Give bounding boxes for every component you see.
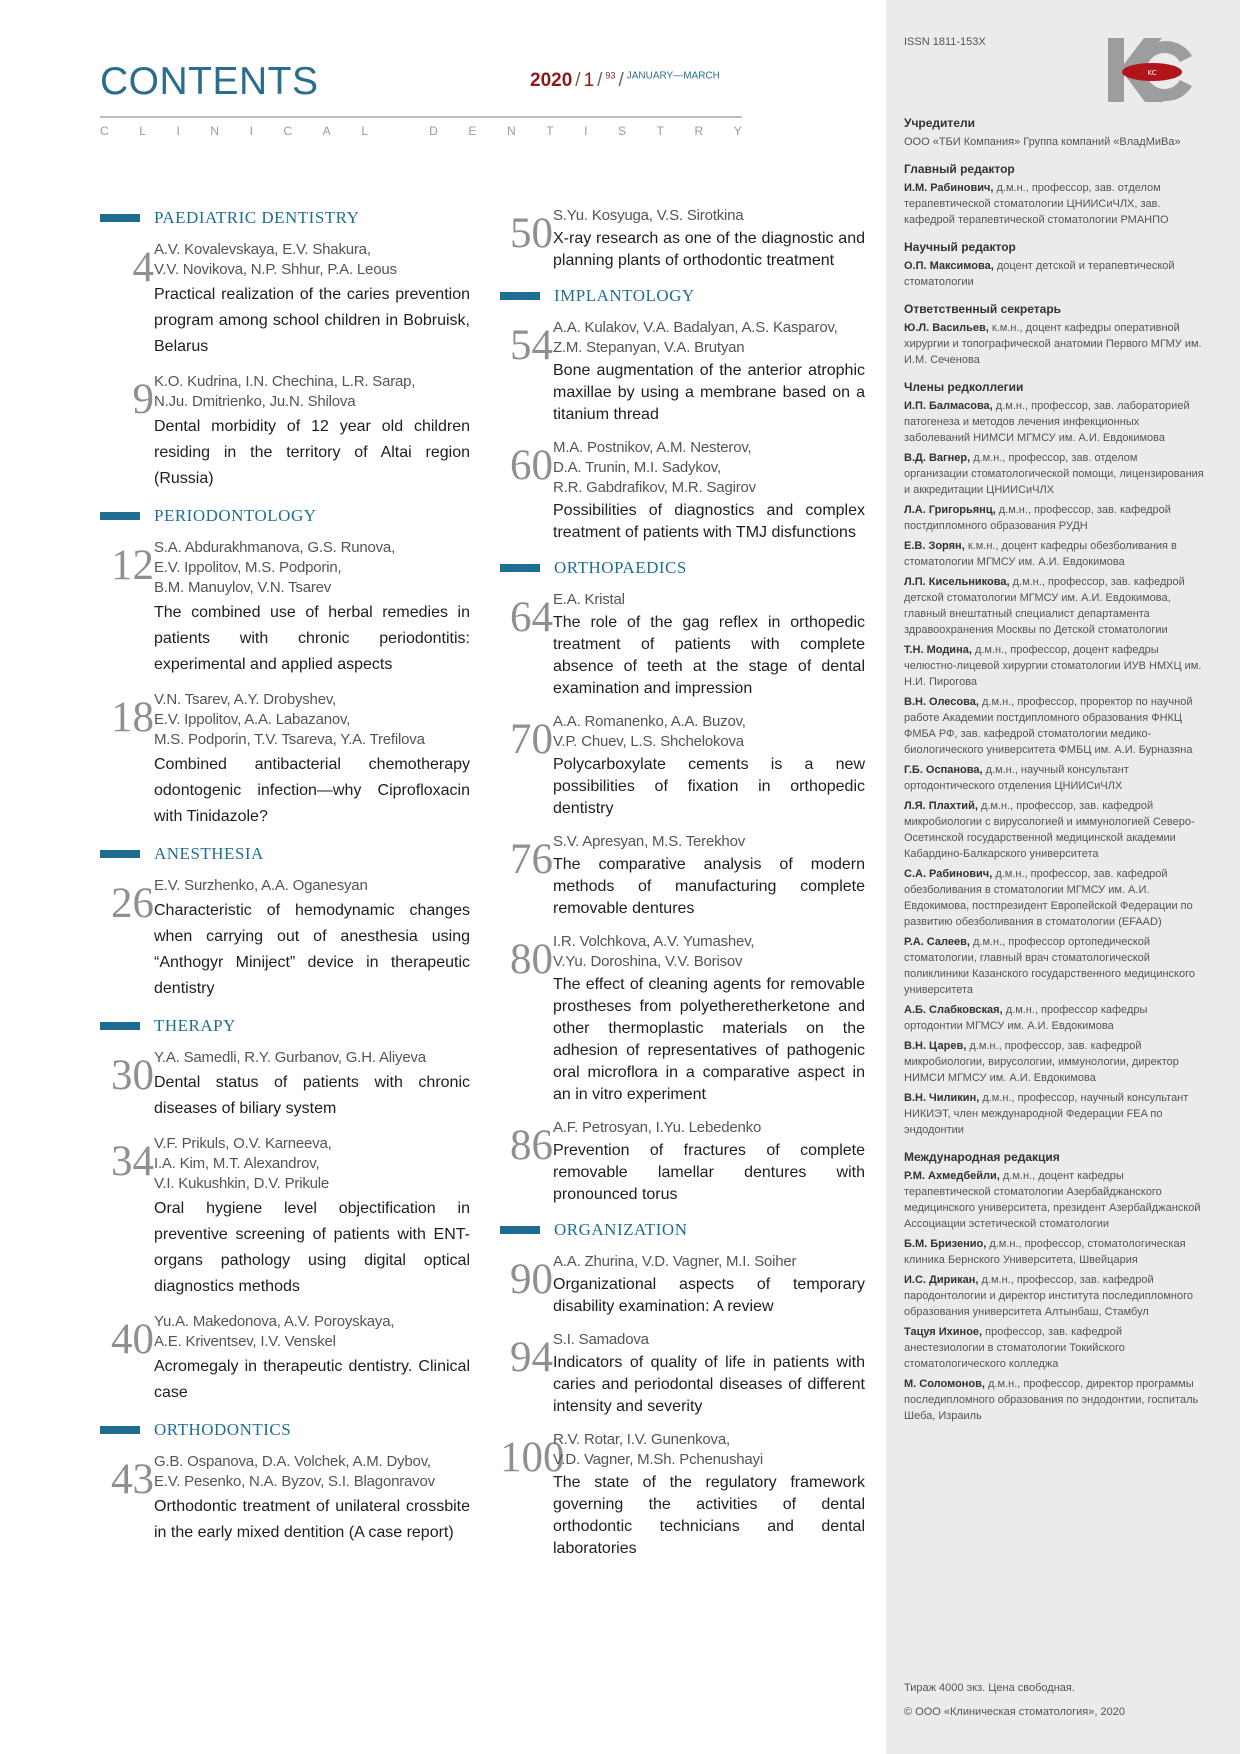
journal-letter: T [546, 124, 554, 138]
sidebar-footer [904, 1676, 1204, 1724]
member-name: В.Н. Олесова, [904, 696, 979, 708]
journal-letter: N [506, 124, 516, 138]
author-line: V.I. Kukushkin, D.V. Prikule [154, 1175, 330, 1192]
board-member [904, 1236, 1204, 1268]
article-body [553, 832, 865, 920]
page-number: 12 [111, 542, 154, 589]
member-info: д.м.н., профессор, зав. лабораторией патогенеза и методов лечения инфекционных заболеваний НИМСИ МГМСУ им. А.И. Евдокимова [904, 400, 1190, 444]
section-heading [100, 504, 470, 528]
member-info: к.м.н., доцент кафедры оперативной хирургии и топографической анатомии Первого МГМУ им. И.М. Сеченова [904, 322, 1202, 366]
board-member [904, 398, 1204, 446]
page-number: 4 [132, 244, 154, 291]
board-member [904, 866, 1204, 930]
journal-letter: D [429, 124, 438, 138]
issue-months: JANUARY—MARCH [626, 70, 720, 82]
section-heading [100, 1014, 470, 1038]
article-authors [553, 1430, 865, 1470]
author-line: V.P. Chuev, L.S. Shchelokova [553, 733, 744, 750]
sidebar-heading: Научный редактор [904, 240, 1016, 254]
board-member [904, 694, 1204, 758]
section-title: ORTHOPAEDICS [554, 558, 687, 577]
article-body [154, 1312, 470, 1406]
journal-letter: Y [733, 124, 742, 138]
article-authors [154, 1048, 470, 1068]
article-title: Organizational aspects of temporary disability examination: A review [553, 1276, 865, 1315]
member-name: С.А. Рабинович, [904, 868, 993, 880]
board-member [904, 1376, 1204, 1424]
article-title: Oral hygiene level objectification in preventive screening of patients with ENT-organs pathology using digital optical diagnostics methods [154, 1200, 470, 1295]
article-entry [100, 538, 470, 678]
page-number: 60 [510, 442, 553, 489]
article-title: Acromegaly in therapeutic dentistry. Clinical case [154, 1358, 470, 1401]
journal-letter: R [694, 124, 704, 138]
journal-logo-icon [1104, 34, 1196, 106]
member-info: д.м.н., профессор, зав. кафедрой обезболивания в стоматологии МГМСУ им. А.И. Евдокимова, постпрезидент Европейской Федерации по развитию обезболивания в стоматологии (EFAAD) [904, 868, 1193, 928]
board-member [904, 1272, 1204, 1320]
article-entry [100, 1048, 470, 1122]
author-line: V.F. Prikuls, O.V. Karneeva, [154, 1135, 332, 1152]
journal-letter: L [361, 124, 369, 138]
member-info: д.м.н., профессор ортопедической стоматологии, главный врач стоматологической поликлиники Казанского государственного медицинского университета [904, 936, 1195, 996]
article-authors [154, 1134, 470, 1194]
member-info: д.м.н., профессор, стоматологическая клиника Бернского Университета, Швейцария [904, 1238, 1186, 1266]
member-info: профессор, зав. кафедрой анестезиологии в стоматологии Токийского стоматологического колледжа [904, 1326, 1125, 1370]
article-body [154, 1452, 470, 1546]
article-authors [553, 438, 865, 498]
page-number: 40 [111, 1316, 154, 1363]
article-title: The effect of cleaning agents for removable prostheses from polyetheretherketone and other thermoplastic materials on the adhesion of representatives of pathogenic oral microflora in a comparative aspect in an in vitro experiment [553, 976, 865, 1103]
article-body [154, 538, 470, 678]
article-authors [154, 876, 470, 896]
author-line: A.V. Kovalevskaya, E.V. Shakura, [154, 241, 371, 258]
article-entry [100, 1452, 470, 1546]
board-member [904, 538, 1204, 570]
member-name: Л.П. Кисельникова, [904, 576, 1010, 588]
article-title: X-ray research as one of the diagnostic and planning plants of orthodontic treatment [553, 230, 865, 269]
journal-letter: N [210, 124, 220, 138]
author-line: V.D. Vagner, M.Sh. Pchenushayi [553, 1451, 763, 1468]
board-member [904, 574, 1204, 638]
article-body [154, 876, 470, 1002]
article-authors [154, 240, 470, 280]
article-title: Bone augmentation of the anterior atrophic maxillae by using a membrane based on a titanium thread [553, 362, 865, 423]
page-number: 100 [500, 1434, 565, 1481]
article-authors [154, 1452, 470, 1492]
page-title: CONTENTS [100, 60, 319, 103]
article-title: Practical realization of the caries prevention program among school children in Bobruisk, Belarus [154, 286, 470, 355]
page-number: 54 [510, 322, 553, 369]
article-body [553, 712, 865, 820]
section-bar [100, 214, 140, 222]
author-line: M.S. Podporin, T.V. Tsareva, Y.A. Trefilova [154, 731, 425, 748]
article-entry [100, 1134, 470, 1300]
article-authors [553, 206, 865, 226]
board-member [904, 642, 1204, 690]
member-info: д.м.н., профессор, зав. кафедрой микробиологии с вирусологией и иммунологией Северо-Осетинской государственной медицинской академии Кабардино-Балкарского университета [904, 800, 1195, 860]
article-body [553, 438, 865, 544]
article-authors [553, 318, 865, 358]
issue-year: 2020 [530, 70, 573, 91]
section-heading [500, 1218, 865, 1242]
member-name: О.П. Максимова, [904, 260, 994, 272]
article-body [553, 1430, 865, 1560]
author-line: B.M. Manuylov, V.N. Tsarev [154, 579, 332, 596]
author-line: Z.M. Stepanyan, V.A. Brutyan [553, 339, 745, 356]
article-body [553, 318, 865, 426]
author-line: E.V. Pesenko, N.A. Byzov, S.I. Blagonravov [154, 1473, 435, 1490]
member-info: д.м.н., профессор, зав. отделом терапевтической стоматологии ЦНИИСиЧЛХ, зав. кафедрой терапевтической стоматологии РМАНПО [904, 182, 1169, 226]
section-bar [500, 1226, 540, 1234]
article-entry [500, 1330, 865, 1418]
section-title: PAEDIATRIC DENTISTRY [154, 208, 360, 227]
page-number: 26 [111, 880, 154, 927]
board-member [904, 1324, 1204, 1372]
author-line: A.A. Romanenko, A.A. Buzov, [553, 713, 746, 730]
member-name: Тацуя Ихиное, [904, 1326, 983, 1338]
article-entry [500, 1430, 865, 1560]
page-number: 80 [510, 936, 553, 983]
board-member [904, 798, 1204, 862]
article-title: Characteristic of hemodynamic changes when carrying out of anesthesia using “Anthogyr Miniject” device in therapeutic dentistry [154, 902, 470, 997]
article-title: Prevention of fractures of complete removable lamellar dentures with pronounced torus [553, 1142, 865, 1203]
article-entry [100, 372, 470, 492]
member-info: д.м.н., профессор, проректор по научной работе Академии постдипломного образования ФНКЦ ФМБА РФ, зав. кафедрой стоматологии медико-биологического университета ФМБЦ им. А.И. Бурназяна [904, 696, 1193, 756]
section-heading [500, 284, 865, 308]
article-authors [553, 932, 865, 972]
article-title: Possibilities of diagnostics and complex treatment of patients with TMJ disfunctions [553, 502, 865, 541]
member-info: д.м.н., профессор, директор программы последипломного образования по эндодонтии, госпиталь Шеба, Израиль [904, 1378, 1199, 1422]
copyright-note: © ООО «Клиническая стоматология», 2020 [904, 1706, 1125, 1718]
section-title: ANESTHESIA [154, 844, 264, 863]
journal-letter: I [176, 124, 180, 138]
section-bar [100, 1022, 140, 1030]
member-info: к.м.н., доцент кафедры обезболивания в стоматологии МГМСУ им. А.И. Евдокимова [904, 540, 1177, 568]
author-line: S.I. Samadova [553, 1331, 649, 1348]
board-member [904, 502, 1204, 534]
member-info: д.м.н., профессор, зав. отделом организации стоматологической помощи, лицензирования и аккредитации ЦНИИСиЧЛХ [904, 452, 1204, 496]
article-title: Orthodontic treatment of unilateral crossbite in the early mixed dentition (A case report) [154, 1498, 470, 1541]
header-divider [100, 116, 742, 118]
author-line: V.Yu. Doroshina, V.V. Borisov [553, 953, 743, 970]
article-title: Dental status of patients with chronic diseases of biliary system [154, 1074, 470, 1117]
issn: ISSN 1811-153X [904, 36, 986, 48]
section-heading [100, 206, 470, 230]
member-info: д.м.н., профессор, зав. кафедрой пародонтологии и директор института последипломного образования университета Алтынбаш, Стамбул [904, 1274, 1193, 1318]
member-name: Т.Н. Модина, [904, 644, 972, 656]
journal-letter: I [584, 124, 588, 138]
section-bar [100, 850, 140, 858]
member-name: Р.М. Ахмедбейли, [904, 1170, 1000, 1182]
article-body [553, 1118, 865, 1206]
article-authors [553, 832, 865, 852]
author-line: A.E. Kriventsev, I.V. Venskel [154, 1333, 336, 1350]
article-title: The combined use of herbal remedies in patients with chronic periodontitis: experimental and applied aspects [154, 604, 470, 673]
member-name: Р.А. Салеев, [904, 936, 970, 948]
author-line: S.Yu. Kosyuga, V.S. Sirotkina [553, 207, 744, 224]
section-heading [500, 556, 865, 580]
author-line: D.A. Trunin, M.I. Sadykov, [553, 459, 721, 476]
author-line: Y.A. Samedli, R.Y. Gurbanov, G.H. Aliyeva [154, 1049, 426, 1066]
member-info: д.м.н., профессор, зав. кафедрой постдипломного образования РУДН [904, 504, 1171, 532]
board-member [904, 1090, 1204, 1138]
page-number: 64 [510, 594, 553, 641]
author-line: E.V. Surzhenko, A.A. Oganesyan [154, 877, 368, 894]
board-member [904, 180, 1204, 228]
page-number: 50 [510, 210, 553, 257]
board-member [904, 762, 1204, 794]
section-bar [100, 512, 140, 520]
article-body [154, 690, 470, 830]
article-body [553, 1330, 865, 1418]
board-member [904, 320, 1204, 368]
section-heading [100, 1418, 470, 1442]
article-authors [553, 1252, 865, 1272]
section-bar [100, 1426, 140, 1434]
article-entry [500, 1118, 865, 1206]
article-entry [500, 932, 865, 1106]
member-info: д.м.н., профессор, зав. кафедрой микробиологии, вирусологии, иммунологии, директор НИМСИ МГМСУ им. А.И. Евдокимова [904, 1040, 1179, 1084]
article-authors [553, 1118, 865, 1138]
page-number: 70 [510, 716, 553, 763]
article-title: Polycarboxylate cements is a new possibilities of fixation in orthopedic dentistry [553, 756, 865, 817]
journal-letter: C [100, 124, 109, 138]
section-title: PERIODONTOLOGY [154, 506, 317, 525]
member-name: Л.А. Григорьянц, [904, 504, 996, 516]
article-authors [154, 690, 470, 750]
page-number: 30 [111, 1052, 154, 1099]
author-line: Yu.A. Makedonova, A.V. Poroyskaya, [154, 1313, 395, 1330]
page-number: 18 [111, 694, 154, 741]
sidebar-heading: Международная редакция [904, 1150, 1060, 1164]
article-entry [500, 1252, 865, 1318]
member-name: И.П. Балмасова, [904, 400, 993, 412]
logo-text: KC [1147, 69, 1157, 77]
member-name: Г.Б. Оспанова, [904, 764, 983, 776]
article-entry [500, 318, 865, 426]
page-number: 34 [111, 1138, 154, 1185]
article-title: Dental morbidity of 12 year old children residing in the territory of Altai region (Russia) [154, 418, 470, 487]
author-line: E.V. Ippolitov, A.A. Labazanov, [154, 711, 351, 728]
author-line: R.R. Gabdrafikov, M.R. Sagirov [553, 479, 756, 496]
member-name: Б.М. Бризенио, [904, 1238, 987, 1250]
article-entry [500, 832, 865, 920]
page-number: 76 [510, 836, 553, 883]
member-info: д.м.н., профессор, доцент кафедры челюстно-лицевой хирургии стоматологии ИУВ НМХЦ им. Н.И. Пирогова [904, 644, 1202, 688]
journal-letter: S [618, 124, 627, 138]
board-member [904, 934, 1204, 998]
author-line: I.A. Kim, M.T. Alexandrov, [154, 1155, 320, 1172]
editorial-board [904, 104, 1204, 1428]
article-title: The comparative analysis of modern methods of manufacturing complete removable dentures [553, 856, 865, 917]
page-number: 86 [510, 1122, 553, 1169]
article-authors [553, 712, 865, 752]
section-heading [100, 842, 470, 866]
journal-letter: A [322, 124, 331, 138]
article-entry [100, 1312, 470, 1406]
board-member [904, 450, 1204, 498]
section-title: THERAPY [154, 1016, 236, 1035]
sidebar-heading: Главный редактор [904, 162, 1015, 176]
article-entry [500, 438, 865, 544]
author-line: R.V. Rotar, I.V. Gunenkova, [553, 1431, 730, 1448]
member-info: д.м.н., доцент кафедры терапевтической стоматологии Азербайджанского медицинского университета, президент Азербайджанской Ассоциации эстетической стоматологии [904, 1170, 1201, 1230]
member-info: д.м.н., профессор, зав. кафедрой детской стоматологии МГМСУ им. А.И. Евдокимова, главный внештатный специалист департамента здравоохранения Москвы по Детской стоматологии [904, 576, 1185, 636]
article-authors [553, 590, 865, 610]
article-entry [500, 590, 865, 700]
article-authors [154, 538, 470, 598]
article-body [154, 1134, 470, 1300]
member-name: М. Соломонов, [904, 1378, 985, 1390]
member-info: д.м.н., профессор кафедры ортодонтии МГМСУ им. А.И. Евдокимова [904, 1004, 1148, 1032]
author-line: S.A. Abdurakhmanova, G.S. Runova, [154, 539, 396, 556]
author-line: I.R. Volchkova, A.V. Yumashev, [553, 933, 755, 950]
article-body [553, 932, 865, 1106]
journal-letter: T [656, 124, 664, 138]
journal-letter: I [249, 124, 253, 138]
section-bar [500, 564, 540, 572]
section-title: IMPLANTOLOGY [554, 286, 695, 305]
article-entry [100, 240, 470, 360]
article-body [553, 206, 865, 272]
author-line: E.V. Ippolitov, M.S. Podporin, [154, 559, 342, 576]
author-line: S.V. Apresyan, M.S. Terekhov [553, 833, 746, 850]
article-title: The role of the gag reflex in orthopedic treatment of patients with complete absence of teeth at the stage of dental examination and impression [553, 614, 865, 697]
section-title: ORGANIZATION [554, 1220, 688, 1239]
member-name: И.С. Дирикан, [904, 1274, 979, 1286]
author-line: A.F. Petrosyan, I.Yu. Lebedenko [553, 1119, 762, 1136]
author-line: A.A. Zhurina, V.D. Vagner, M.I. Soiher [553, 1253, 797, 1270]
author-line: A.A. Kulakov, V.A. Badalyan, A.S. Kasparov, [553, 319, 838, 336]
board-member [904, 134, 1204, 150]
issue-number: 1 [583, 70, 595, 91]
member-info: доцент детской и терапевтической стоматологии [904, 260, 1175, 288]
sidebar-heading: Ответственный секретарь [904, 302, 1062, 316]
board-member [904, 1168, 1204, 1232]
member-name: В.Н. Царев, [904, 1040, 967, 1052]
article-entry [500, 206, 865, 272]
journal-letter: C [283, 124, 293, 138]
article-body [154, 372, 470, 492]
author-line: N.Ju. Dmitrienko, Ju.N. Shilova [154, 393, 356, 410]
article-body [553, 590, 865, 700]
issue-info: 2020 / 1 / $^{93}$ / $^{JANUARY—MARCH}$ [530, 70, 720, 91]
article-title: Indicators of quality of life in patients with caries and periodontal diseases of different intensity and severity [553, 1354, 865, 1415]
page-number: 90 [510, 1256, 553, 1303]
member-name: И.М. Рабинович, [904, 182, 994, 194]
member-info: д.м.н., научный консультант ортодонтического отделения ЦНИИСиЧЛХ [904, 764, 1129, 792]
article-entry [100, 690, 470, 830]
member-name: Е.В. Зорян, [904, 540, 965, 552]
article-body [553, 1252, 865, 1318]
article-body [154, 240, 470, 360]
author-line: K.O. Kudrina, I.N. Chechina, L.R. Sarap, [154, 373, 416, 390]
circulation-note: Тираж 4000 экз. Цена свободная. [904, 1682, 1075, 1694]
article-body [154, 1048, 470, 1122]
issue-total: 93 [605, 70, 616, 81]
article-authors [154, 372, 470, 412]
article-authors [154, 1312, 470, 1352]
author-line: V.N. Tsarev, A.Y. Drobyshev, [154, 691, 336, 708]
board-member [904, 258, 1204, 290]
section-bar [500, 292, 540, 300]
member-name: А.Б. Слабковская, [904, 1004, 1003, 1016]
author-line: E.A. Kristal [553, 591, 625, 608]
page-number: 9 [132, 376, 154, 423]
contents-middle-column [500, 206, 865, 1572]
article-authors [553, 1330, 865, 1350]
member-name: Ю.Л. Васильев, [904, 322, 989, 334]
member-name: В.Н. Чиликин, [904, 1092, 980, 1104]
sidebar-heading: Учредители [904, 116, 975, 130]
page-number: 43 [111, 1456, 154, 1503]
article-title: Combined antibacterial chemotherapy odontogenic infection—why Ciprofloxacin with Tinidazole? [154, 756, 470, 825]
member-info: д.м.н., профессор, научный консультант НИКИЭТ, член международной Федерации FEA по эндодонтии [904, 1092, 1189, 1136]
article-entry [100, 876, 470, 1002]
journal-name [100, 124, 742, 138]
article-entry [500, 712, 865, 820]
author-line: G.B. Ospanova, D.A. Volchek, A.M. Dybov, [154, 1453, 431, 1470]
member-name: В.Д. Вагнер, [904, 452, 971, 464]
journal-letter: L [139, 124, 146, 138]
contents-left-column [100, 206, 470, 1558]
sidebar-heading: Члены редколлегии [904, 380, 1024, 394]
board-member [904, 1002, 1204, 1034]
member-info: ООО «ТБИ Компания» Группа компаний «ВладМиВа» [904, 136, 1181, 148]
section-title: ORTHODONTICS [154, 1420, 292, 1439]
author-line: M.A. Postnikov, A.M. Nesterov, [553, 439, 752, 456]
journal-letter: E [468, 124, 477, 138]
article-title: The state of the regulatory framework governing the activities of dental orthodontic technicians and dental laboratories [553, 1474, 865, 1557]
author-line: V.V. Novikova, N.P. Shhur, P.A. Leous [154, 261, 397, 278]
member-name: Л.Я. Плахтий, [904, 800, 978, 812]
board-member [904, 1038, 1204, 1086]
page-number: 94 [510, 1334, 553, 1381]
